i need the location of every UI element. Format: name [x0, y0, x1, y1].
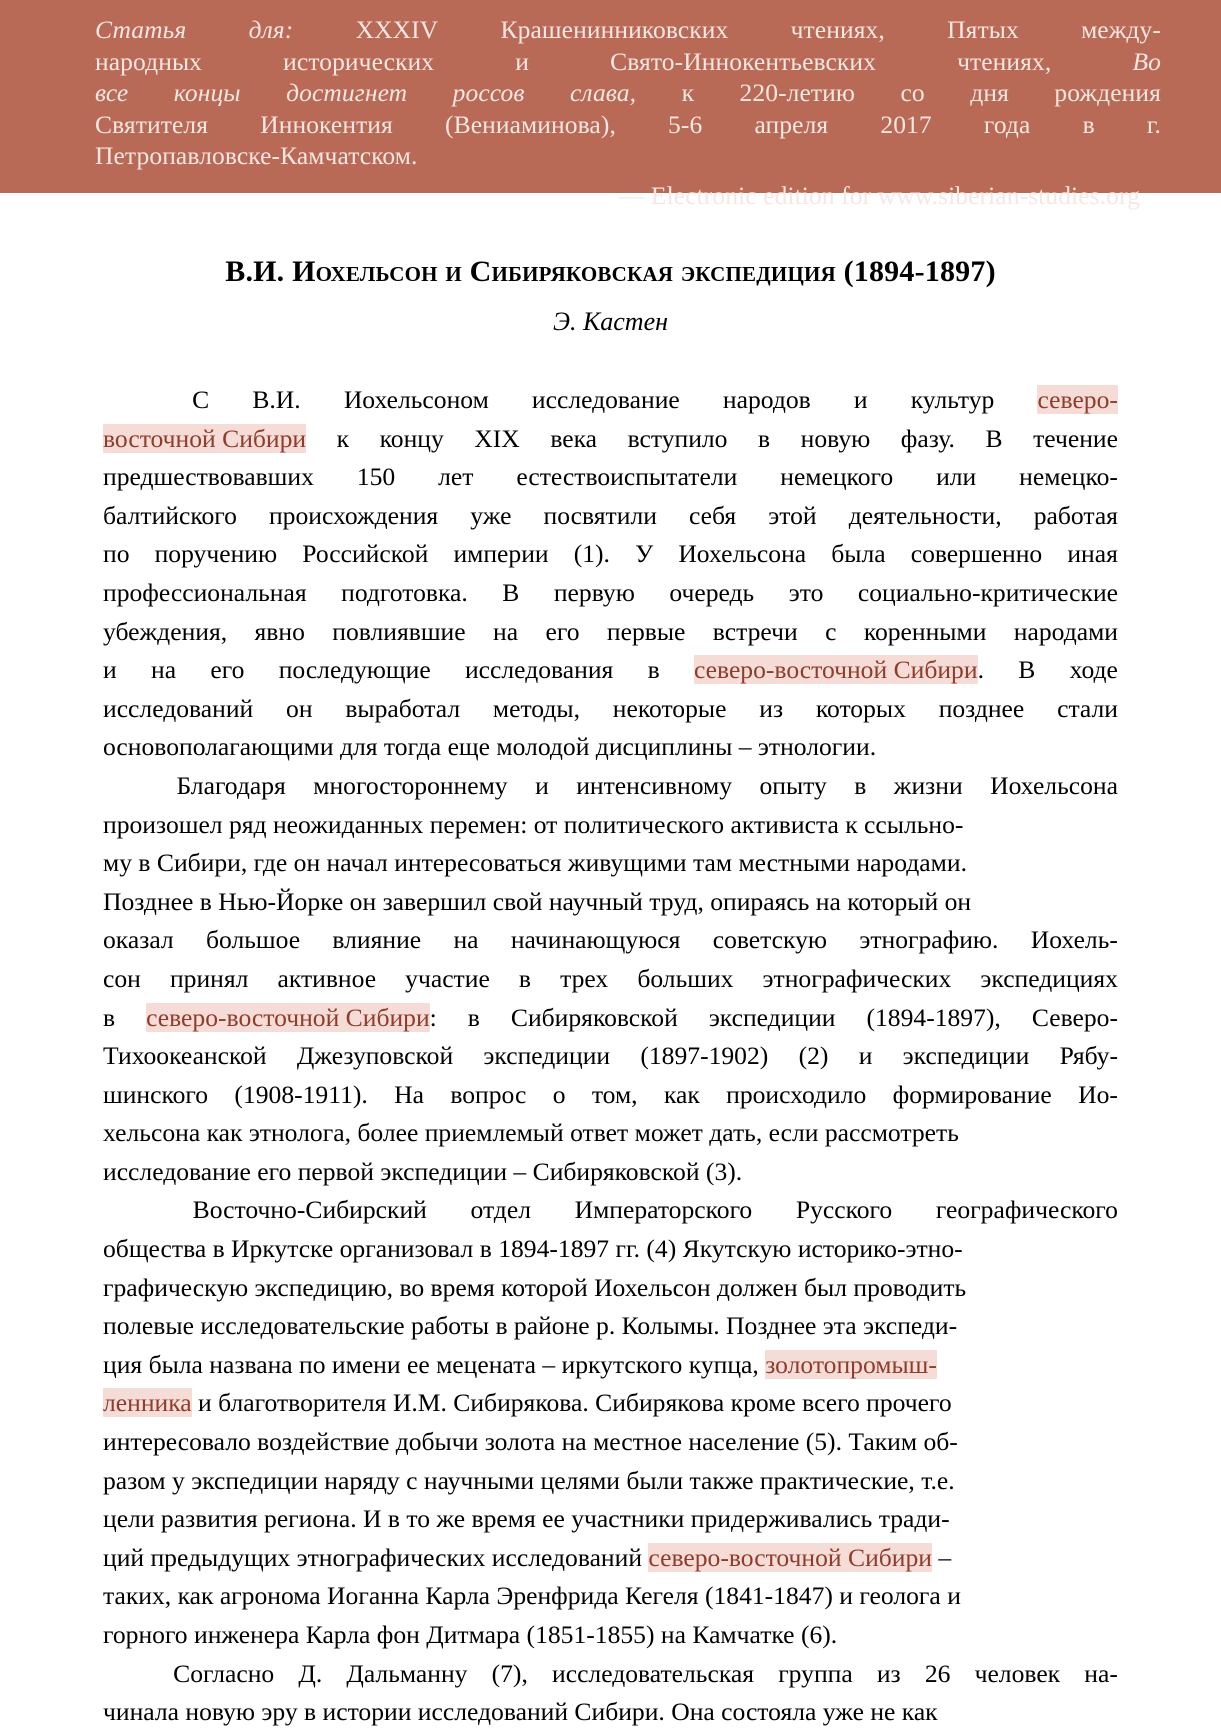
banner-note-word: между- [1081, 15, 1161, 44]
article-word: 26 [924, 1658, 951, 1688]
article-line [103, 381, 1118, 420]
article-word: Русского [795, 1195, 893, 1225]
article-word: Восточно-Сибирский [192, 1195, 427, 1225]
search-highlight: северо- [1037, 385, 1118, 414]
paragraph-indent [103, 1655, 149, 1694]
article-word: уже [470, 500, 512, 530]
article-word: была [831, 539, 886, 569]
article-word: Иохельсоном [343, 385, 489, 414]
article-word: Джезуповской [296, 1041, 454, 1071]
article-word: (2) [798, 1041, 829, 1071]
article-word: некоторые [612, 693, 727, 723]
article-word: на [453, 925, 479, 955]
article-line [103, 497, 1118, 536]
banner-electronic-edition-line: — Electronic edition for www.siberian-studies.org [618, 180, 1140, 210]
document-page [0, 193, 1221, 1732]
article-line [103, 1037, 1118, 1076]
article-word: Ио- [1078, 1079, 1118, 1109]
article-word: начинающуюся [510, 925, 681, 955]
article-word: советскую [712, 925, 828, 955]
article-word: себя [689, 500, 737, 530]
article-line [103, 883, 1118, 922]
article-word: естествоиспытатели [516, 462, 738, 492]
article-word: активное [277, 963, 377, 993]
article-line [103, 844, 1118, 883]
article-word: подготовка. [341, 577, 468, 607]
article-word: географического [935, 1195, 1118, 1225]
article-word: Согласно [173, 1658, 275, 1688]
article-line [103, 1693, 1118, 1732]
article-word: (1897-1902) [640, 1041, 769, 1071]
article-word: влияние [332, 925, 422, 955]
article-word: вопрос [450, 1079, 527, 1109]
article-word: оказал [103, 925, 174, 955]
article-word: экспедиции [708, 1002, 836, 1032]
article-word: 150 [356, 462, 396, 492]
article-word: деятельности, [848, 500, 1002, 530]
banner-note-word: слава, [570, 78, 637, 107]
article-word: это [788, 577, 824, 607]
article-word: и [103, 655, 117, 685]
article-line [103, 1076, 1118, 1115]
banner-note-line [95, 46, 1161, 78]
article-word: по [103, 539, 130, 569]
article-word: интересовало воздействие добычи золота на местное население (5). Таким об- [103, 1427, 958, 1457]
article-word: интенсивному [576, 770, 732, 800]
banner-note-word: Во [1132, 46, 1161, 76]
article-word: этнографических [762, 963, 952, 993]
article-word: ция была названа по имени ее мецената – иркутского купца, золотопромыш- [103, 1349, 937, 1379]
banner-note-word: 2017 [880, 109, 932, 139]
banner-note-word: XXXIV [355, 15, 439, 44]
article-word: Тихоокеанской [103, 1041, 267, 1071]
article-line [103, 1655, 1118, 1694]
article-line [103, 1577, 1118, 1616]
article-word: шинского [103, 1079, 209, 1109]
article-word: коренными [863, 616, 987, 646]
article-word: В [985, 423, 1003, 453]
article-word: (1). [573, 539, 610, 569]
publication-banner [0, 0, 1221, 210]
article-word: формирование [892, 1079, 1052, 1109]
article-word: больших [637, 963, 734, 993]
article-word: (1908-1911). [234, 1079, 368, 1109]
article-line [103, 999, 1118, 1038]
article-word: Дальманну [346, 1658, 468, 1688]
article-line [103, 960, 1118, 999]
article-word: немецко- [1019, 462, 1118, 492]
article-line [103, 613, 1118, 652]
article-word: том, [591, 1079, 638, 1109]
article-line [103, 651, 1118, 690]
article-word: Сибиряковской [510, 1002, 678, 1032]
article-line [103, 728, 1118, 767]
article-line [103, 1269, 1118, 1308]
author-byline: Э. Кастен [552, 307, 669, 336]
article-word: его [545, 616, 580, 646]
article-word: немецкого [780, 462, 894, 492]
article-word: ходе [1069, 655, 1118, 685]
search-highlight: северо-восточной Сибири [648, 1542, 932, 1572]
article-word: посвятили [543, 500, 657, 530]
article-word: течение [1033, 423, 1118, 453]
article-word: В.И. [252, 385, 301, 414]
article-word: и [853, 385, 868, 414]
article-word: трех [560, 963, 609, 993]
article-word: С [192, 385, 210, 414]
article-word: века [550, 423, 598, 453]
article-line [103, 458, 1118, 497]
article-word: на [151, 655, 177, 685]
article-word: северо-восточной Сибири. [693, 655, 984, 685]
article-word: народами [1013, 616, 1118, 646]
article-line [103, 1539, 1118, 1578]
banner-note-word: Петропавловске-Камчатском. [95, 141, 418, 170]
banner-note-word: рождения [1054, 78, 1161, 107]
article-word: народов [722, 385, 811, 414]
article-word: иная [1067, 539, 1118, 569]
article-word: общества в Иркутске организовал в 1894-1897 гг. (4) Якутскую историко-этно- [103, 1234, 963, 1264]
article-word [1037, 381, 1117, 420]
article-word: таких, как агронома Иоганна Карла Эренфрида Кегеля (1841-1847) и геолога и [103, 1581, 961, 1611]
banner-note-line [95, 109, 1161, 141]
banner-note-word: Иннокентия [260, 109, 393, 139]
banner-note-word: года [983, 109, 1031, 139]
article-word: повлиявшие [332, 616, 466, 646]
article-line [103, 1230, 1118, 1269]
article-word: Иохель- [1030, 925, 1118, 955]
article-word: первые [606, 616, 686, 646]
article-word: методы, [492, 693, 580, 723]
article-word: из [876, 1658, 901, 1688]
article-word: исследований [103, 693, 254, 723]
article-word: очередь [669, 577, 755, 607]
article-word: балтийского [103, 500, 237, 530]
article-line [103, 1307, 1118, 1346]
article-word: и [858, 1041, 873, 1071]
article-word: экспедициях [980, 963, 1118, 993]
article-line [103, 574, 1118, 613]
banner-note-word: Свято-Иннокентьевских [610, 46, 876, 76]
article-paragraph [103, 381, 1118, 767]
article-word: его [210, 655, 245, 685]
article-line [103, 1462, 1118, 1501]
article-word: основополагающими для тогда еще молодой дисциплины – этнологии. [103, 732, 877, 762]
article-word: на [493, 616, 519, 646]
article-word: Рябу- [1059, 1041, 1118, 1071]
article-word: лет [438, 462, 474, 492]
article-word: империи [453, 539, 549, 569]
article-word: в [467, 1002, 480, 1032]
article-word: в [518, 963, 531, 993]
article-word: экспедиции [902, 1041, 1030, 1071]
article-word: исследование его первой экспедиции – Сибиряковской (3). [103, 1156, 743, 1186]
article-paragraph [103, 1191, 1118, 1654]
article-word: о [552, 1079, 566, 1109]
article-word: На [394, 1079, 424, 1109]
article-word: предшествовавших [103, 462, 314, 492]
article-word: В [1018, 655, 1036, 685]
article-word: экспедиции [483, 1041, 611, 1071]
article-word: Императорского [574, 1195, 753, 1225]
article-line [103, 690, 1118, 729]
article-word: к [336, 423, 350, 453]
article-word: разом у экспедиции наряду с научными целями были также практические, т.е. [103, 1465, 955, 1495]
article-word: исследование [531, 385, 680, 414]
paragraph-indent [103, 1191, 149, 1230]
article-word [103, 420, 306, 459]
banner-note-word: дня [970, 78, 1009, 107]
article-word: на- [1084, 1658, 1118, 1688]
banner-note-word: апреля [754, 109, 829, 139]
article-word: Иохельсона [678, 539, 807, 569]
article-word: выработал [345, 693, 461, 723]
article-line [103, 1346, 1118, 1385]
article-word: убеждения, [103, 616, 228, 646]
article-line [103, 535, 1118, 574]
article-word: вступило [627, 423, 728, 453]
article-word: в [103, 1002, 116, 1032]
article-word: стали [1057, 693, 1118, 723]
article-line [103, 1616, 1118, 1655]
banner-note-word: в [1082, 109, 1095, 139]
banner-note-word: и [515, 46, 530, 76]
banner-note-word: Святителя [95, 109, 209, 139]
article-word: и [535, 770, 549, 800]
banner-note-line [95, 14, 1161, 46]
banner-note-word: Пятых [947, 15, 1019, 44]
banner-note-word: (Вениаминова), [445, 109, 616, 139]
article-word: концу [379, 423, 444, 453]
article-word: XIX [474, 423, 520, 453]
article-line [103, 1114, 1118, 1153]
article-word: опыту [759, 770, 827, 800]
article-word: В [502, 577, 520, 607]
article-word: поручению [154, 539, 278, 569]
article-word: Иохельсона [990, 770, 1118, 800]
article-word: чинала новую эру в истории исследований Сибири. Она состояла уже не как [103, 1697, 938, 1727]
article-word: в [758, 423, 771, 453]
banner-note-word: концы [173, 78, 241, 107]
article-paragraph [103, 767, 1118, 1192]
article-line [103, 806, 1118, 845]
article-word: в [854, 770, 867, 800]
article-word: отдел [470, 1195, 531, 1225]
article-word: встречи [712, 616, 798, 646]
article-word: или [936, 462, 977, 492]
article-word: этнографию. [859, 925, 999, 955]
article-word: северо-восточной Сибири: [146, 1002, 437, 1032]
banner-note-word: г. [1146, 109, 1161, 139]
article-word: происходило [726, 1079, 867, 1109]
article-word: с [825, 616, 837, 646]
banner-note-word: исторических [283, 46, 435, 76]
article-word: Благодаря [176, 770, 286, 800]
article-word: первую [553, 577, 635, 607]
article-word: группа [778, 1658, 853, 1688]
banner-note-word: Крашенинниковских [500, 15, 729, 44]
paragraph-indent [103, 381, 149, 420]
article-word: принял [169, 963, 249, 993]
article-line [103, 1500, 1118, 1539]
banner-note-word: чтениях, [790, 15, 885, 44]
article-word: явно [254, 616, 305, 646]
article-word: (1894-1897), [866, 1002, 1001, 1032]
page-title: В.И. Иохельсон и Сибиряковская экспедиция (1894-1897) [225, 255, 996, 288]
article-word: из [759, 693, 784, 723]
article-word: У [635, 539, 654, 569]
search-highlight: ленника [103, 1388, 192, 1418]
article-body [103, 381, 1118, 1732]
article-word: ций предыдущих этнографических исследований северо-восточной Сибири – [103, 1542, 952, 1572]
article-word: жизни [893, 770, 963, 800]
article-word: ленника и благотворителя И.М. Сибирякова. Сибирякова кроме всего прочего [103, 1388, 952, 1418]
article-word: в [647, 655, 660, 685]
search-highlight: золотопромыш- [765, 1349, 937, 1379]
article-word: хельсона как этнолога, более приемлемый ответ может дать, если рассмотреть [103, 1118, 959, 1148]
article-word: полевые исследовательские работы в районе р. Колымы. Позднее эта экспеди- [103, 1311, 958, 1341]
banner-note-word: народных [95, 46, 203, 76]
article-line [103, 1423, 1118, 1462]
article-word: Позднее в Нью-Йорке он завершил свой научный труд, опираясь на который он [103, 886, 972, 916]
article-word: последующие [278, 655, 431, 685]
banner-note-line [95, 140, 1161, 172]
article-word: горного инженера Карла фон Дитмара (1851-1855) на Камчатке (6). [103, 1620, 838, 1649]
article-word: участие [405, 963, 490, 993]
article-word: человек [974, 1658, 1061, 1688]
article-word: позднее [938, 693, 1025, 723]
article-word: му в Сибири, где он начал интересоваться живущими там местными народами. [103, 848, 967, 878]
article-word: произошел ряд неожиданных перемен: от политического активиста к ссыльно- [103, 809, 964, 839]
article-word: графическую экспедицию, во время которой Иохельсон должен был проводить [103, 1272, 967, 1302]
article-line [103, 1153, 1118, 1192]
article-word: сон [103, 963, 141, 993]
article-word: (7), [491, 1658, 528, 1688]
article-line [103, 767, 1118, 806]
article-word: совершенно [910, 539, 1043, 569]
article-paragraph [103, 1655, 1118, 1732]
banner-citation-note [95, 14, 1161, 172]
search-highlight: северо-восточной Сибири [146, 1002, 430, 1032]
article-word: происхождения [268, 500, 439, 530]
article-word: как [663, 1079, 700, 1109]
banner-note-word: россов [452, 78, 525, 107]
banner-note-word: все [95, 78, 129, 107]
search-highlight: северо-восточной Сибири [693, 655, 978, 685]
banner-note-word: чтениях, [957, 46, 1052, 76]
article-word: исследовательская [552, 1658, 755, 1688]
article-line [103, 1384, 1118, 1423]
article-word: исследования [464, 655, 614, 685]
banner-note-word: к [681, 78, 695, 107]
article-line [103, 921, 1118, 960]
article-word: Д. [298, 1658, 323, 1688]
article-word: культур [910, 385, 995, 414]
article-word: фазу. [900, 423, 955, 453]
article-word: работая [1033, 500, 1118, 530]
paragraph-indent [103, 767, 149, 806]
article-word: Российской [302, 539, 429, 569]
article-line [103, 420, 1118, 459]
article-word: социально-критические [857, 577, 1118, 607]
banner-note-word: 5-6 [668, 109, 703, 139]
banner-note-line [95, 77, 1161, 109]
article-word: большое [205, 925, 301, 955]
article-word: профессиональная [103, 577, 307, 607]
banner-note-word: 220-летию [739, 78, 856, 107]
banner-note-word: достигнет [286, 78, 408, 107]
article-word: он [286, 693, 313, 723]
search-highlight: восточной Сибири [103, 423, 307, 453]
banner-note-word: Статья [95, 15, 187, 44]
article-word: цели развития региона. И в то же время ее участники придерживались тради- [103, 1504, 950, 1534]
article-line [103, 1191, 1118, 1230]
article-word: многостороннему [313, 770, 508, 800]
article-word: этой [768, 500, 817, 530]
banner-note-word: со [900, 78, 925, 107]
article-word: Северо- [1031, 1002, 1118, 1032]
banner-note-word: для: [248, 15, 294, 44]
article-word: которых [815, 693, 906, 723]
article-word: новую [800, 423, 871, 453]
